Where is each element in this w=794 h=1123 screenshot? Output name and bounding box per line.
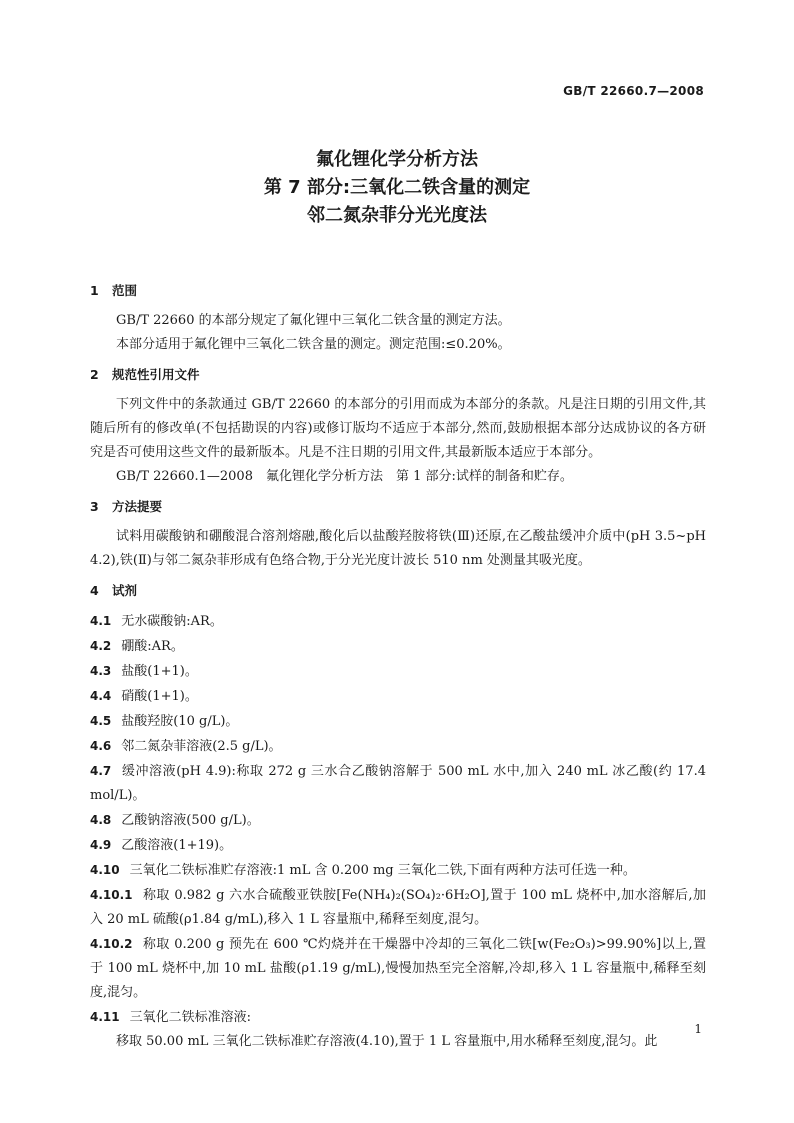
clause-number: 4.10 [90, 863, 120, 877]
clause-text: 称取 0.982 g 六水合硫酸亚铁胺[Fe(NH₄)₂(SO₄)₂·6H₂O],置于 100 mL 烧杯中,加水溶解后,加入 20 mL 硫酸(ρ1.84 g/mL),移入 1 L 容量瓶中,稀释至刻度,混匀。 [90, 888, 706, 927]
clause-text: 无水碳酸钠:AR。 [121, 614, 223, 629]
section-heading-reagents [90, 579, 706, 603]
reagent-item [90, 709, 706, 734]
clause-text: 乙酸钠溶液(500 g/L)。 [121, 813, 260, 828]
clause-number: 4.2 [90, 639, 112, 653]
paragraph: GB/T 22660 的本部分规定了氟化锂中三氧化二铁含量的测定方法。 [116, 313, 511, 328]
title-line-3: 邻二氮杂菲分光光度法 [307, 205, 487, 226]
clause-text: 盐酸羟胺(10 g/L)。 [121, 714, 239, 729]
title-line-1: 氟化锂化学分析方法 [316, 149, 478, 170]
reagent-item [90, 858, 706, 883]
clause-number: 4.1 [90, 614, 112, 628]
clause-number: 4.10.2 [90, 937, 133, 951]
section-heading-scope [90, 279, 706, 303]
reagent-item [90, 883, 706, 932]
page-number: 1 [694, 1022, 702, 1036]
section-heading-principle [90, 495, 706, 519]
document-body [90, 273, 706, 1054]
paragraph: 本部分适用于氟化锂中三氧化二铁含量的测定。测定范围:≤0.20%。 [116, 337, 511, 352]
clause-text: 三氧化二铁标准贮存溶液:1 mL 含 0.200 mg 三氧化二铁,下面有两种方法可任选一种。 [129, 863, 636, 878]
clause-number: 4.8 [90, 813, 112, 827]
clause-text: 盐酸(1+1)。 [121, 664, 198, 679]
reagent-item [90, 932, 706, 1005]
reagent-item [90, 833, 706, 858]
clause-text: 硝酸(1+1)。 [121, 689, 198, 704]
title-line-2: 第 7 部分:三氧化二铁含量的测定 [263, 177, 531, 198]
clause-number: 4.6 [90, 739, 112, 753]
section-title: 试剂 [112, 583, 138, 598]
clause-number: 4.5 [90, 714, 112, 728]
clause-text: 乙酸溶液(1+19)。 [121, 838, 233, 853]
paragraph: 试料用碳酸钠和硼酸混合溶剂熔融,酸化后以盐酸羟胺将铁(Ⅲ)还原,在乙酸盐缓冲介质中(pH 3.5~pH 4.2),铁(Ⅱ)与邻二氮杂菲形成有色络合物,于分光光度计波长 510 nm 处测量其吸光度。 [90, 529, 706, 568]
section-number: 3 [90, 499, 99, 514]
reagent-item [90, 659, 706, 684]
reagent-item [90, 684, 706, 709]
clause-text: 三氧化二铁标准溶液: [129, 1010, 251, 1025]
section-heading-normative-references [90, 363, 706, 387]
clause-text: 称取 0.200 g 预先在 600 ℃灼烧并在干燥器中冷却的三氧化二铁[w(Fe₂O₃)>99.90%]以上,置于 100 mL 烧杯中,加 10 mL 盐酸(ρ1.19 g/mL),慢慢加热至完全溶解,冷却,移入 1 L 容量瓶中,稀释至刻度,混匀。 [90, 937, 706, 1000]
clause-number: 4.9 [90, 838, 112, 852]
reagent-item [90, 634, 706, 659]
clause-number: 4.7 [90, 764, 112, 778]
section-title: 方法提要 [112, 499, 163, 514]
reference-entry: GB/T 22660.1—2008 氟化锂化学分析方法 第 1 部分:试样的制备和贮存。 [116, 469, 573, 484]
clause-number: 4.10.1 [90, 888, 133, 902]
reagent-item [90, 734, 706, 759]
clause-text: 邻二氮杂菲溶液(2.5 g/L)。 [121, 739, 282, 754]
section-title: 范围 [112, 283, 138, 298]
section-title: 规范性引用文件 [112, 367, 200, 382]
clause-number: 4.4 [90, 689, 112, 703]
clause-text: 缓冲溶液(pH 4.9):称取 272 g 三水合乙酸钠溶解于 500 mL 水中,加入 240 mL 冰乙酸(约 17.4 mol/L)。 [90, 764, 706, 803]
section-number: 4 [90, 583, 99, 598]
section-number: 2 [90, 367, 99, 382]
reagent-item [90, 759, 706, 808]
paragraph: 下列文件中的条款通过 GB/T 22660 的本部分的引用而成为本部分的条款。凡是注日期的引用文件,其随后所有的修改单(不包括勘误的内容)或修订版均不适应于本部分,然而,鼓励根据本部分达成协议的各方研究是否可使用这些文件的最新版本。凡是不注日期的引用文件,其最新版本适应于本部分。 [90, 397, 706, 460]
clause-text: 硼酸:AR。 [121, 639, 184, 654]
section-number: 1 [90, 283, 99, 298]
reagent-item [90, 609, 706, 634]
clause-number: 4.3 [90, 664, 112, 678]
clause-number: 4.11 [90, 1010, 120, 1024]
document-title [0, 146, 794, 230]
reagent-item [90, 1005, 706, 1030]
reagent-item [90, 808, 706, 833]
standard-code: GB/T 22660.7—2008 [563, 84, 704, 98]
paragraph: 移取 50.00 mL 三氧化二铁标准贮存溶液(4.10),置于 1 L 容量瓶中,用水稀释至刻度,混匀。此 [116, 1034, 658, 1049]
